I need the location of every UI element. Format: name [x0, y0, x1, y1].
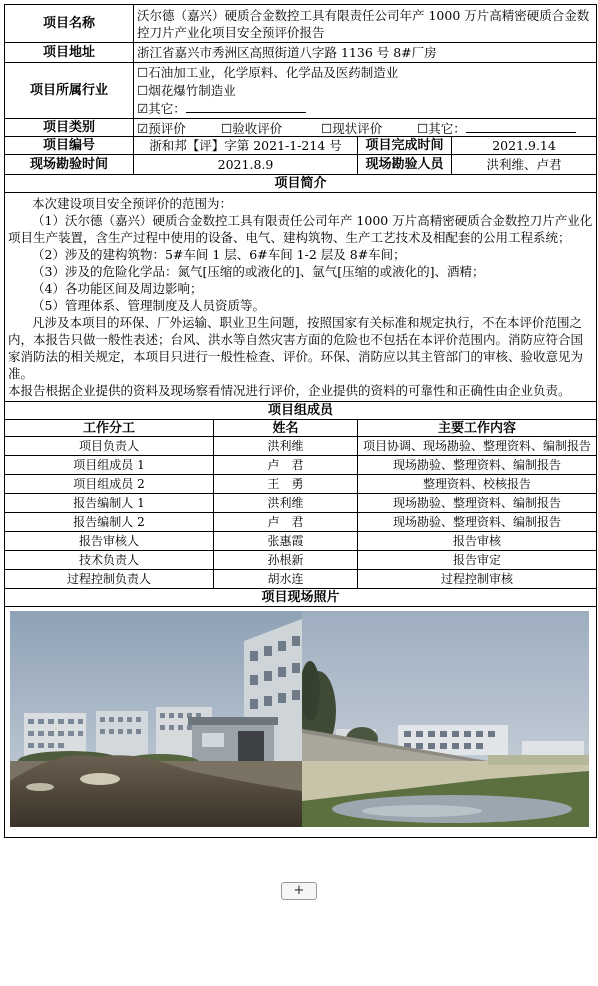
member-role: 报告审核人 [5, 532, 214, 551]
member-duty: 报告审核 [358, 532, 597, 551]
member-role: 项目组成员 2 [5, 475, 214, 494]
type-option-other: ☐其它： [417, 120, 466, 136]
site-photo-1-image [10, 611, 302, 827]
survey-time-label: 现场勘验时间 [5, 155, 134, 175]
intro-paragraph: （4）各功能区间及周边影响； [32, 281, 203, 296]
table-row [5, 513, 597, 532]
member-duty: 现场勘验、整理资料、编制报告 [358, 456, 597, 475]
project-address-value: 浙江省嘉兴市秀洲区高照街道八字路 1136 号 8#厂房 [134, 43, 597, 63]
project-address-label: 项目地址 [5, 43, 134, 63]
type-option-acceptance: ☐验收评价 [221, 120, 283, 136]
member-role: 项目组成员 1 [5, 456, 214, 475]
member-role: 报告编制人 2 [5, 513, 214, 532]
member-name: 卢 君 [214, 456, 358, 475]
member-duty: 过程控制审核 [358, 570, 597, 589]
table-row [5, 570, 597, 589]
project-type-label: 项目类别 [5, 119, 134, 137]
member-name: 卢 君 [214, 513, 358, 532]
site-photo-1 [10, 611, 302, 827]
industry-option-fireworks: ☐烟花爆竹制造业 [137, 82, 236, 98]
member-role: 技术负责人 [5, 551, 214, 570]
member-name: 洪利维 [214, 437, 358, 456]
member-name: 王 勇 [214, 475, 358, 494]
intro-paragraph: （2）涉及的建构筑物：5#车间 1 层、6#车间 1-2 层及 8#车间； [32, 247, 406, 262]
project-info-table [4, 4, 597, 838]
member-name: 胡水连 [214, 570, 358, 589]
intro-paragraph: 本报告根据企业提供的资料及现场察看情况进行评价，企业提供的资料的可靠性和正确性由企业负责。 [8, 383, 571, 398]
site-photo-2 [302, 611, 589, 827]
project-name-value: 沃尔德（嘉兴）硬质合金数控工具有限责任公司年产 1000 万片高精密硬质合金数控刀片产业化项目安全预评价报告 [134, 5, 597, 43]
project-name-label: 项目名称 [5, 5, 134, 43]
member-duty: 现场勘验、整理资料、编制报告 [358, 513, 597, 532]
intro-paragraph: 凡涉及本项目的环保、厂外运输、职业卫生问题，按照国家有关标准和规定执行，不在本评价范围之内，本报告只做一般性表述；台风、洪水等自然灾害方面的危险也不包括在本评价范围内。消防应符合国家消防法的相关规定，本项目只进行一般性检查、评价。环保、消防应以其主管部门的审核、验收意见为准。 [8, 315, 584, 381]
project-industry-options [134, 63, 597, 119]
intro-section-title: 项目简介 [5, 175, 597, 193]
industry-option-petrochem: ☐石油加工业，化学原料、化学品及医药制造业 [137, 64, 399, 80]
type-option-status: ☐现状评价 [321, 120, 383, 136]
table-row [5, 494, 597, 513]
table-row [5, 551, 597, 570]
project-number-label: 项目编号 [5, 137, 134, 155]
table-row [5, 437, 597, 456]
project-type-options [134, 119, 597, 137]
member-duty: 项目协调、现场勘验、整理资料、编制报告 [358, 437, 597, 456]
type-option-pre: ☑预评价 [137, 120, 186, 136]
members-header-role: 工作分工 [5, 420, 214, 437]
member-role: 过程控制负责人 [5, 570, 214, 589]
site-photos [5, 607, 597, 838]
intro-paragraph: （3）涉及的危险化学品：氮气[压缩的或液化的]、氩气[压缩的或液化的]、酒精； [32, 264, 485, 279]
member-duty: 整理资料、校核报告 [358, 475, 597, 494]
site-photo-2-image [302, 611, 589, 827]
members-header-duty: 主要工作内容 [358, 420, 597, 437]
survey-staff-label: 现场勘验人员 [358, 155, 452, 175]
complete-time-label: 项目完成时间 [358, 137, 452, 155]
member-duty: 报告审定 [358, 551, 597, 570]
members-header-name: 姓名 [214, 420, 358, 437]
industry-option-other: ☑其它： [137, 100, 593, 118]
member-name: 洪利维 [214, 494, 358, 513]
project-number-value: 浙和邦【评】字第 2021-1-214 号 [134, 137, 358, 155]
survey-staff-value: 洪利维、卢君 [452, 155, 597, 175]
intro-paragraph: （5）管理体系、管理制度及人员资质等。 [32, 298, 265, 313]
photos-section-title: 项目现场照片 [5, 589, 597, 607]
member-name: 孙根新 [214, 551, 358, 570]
table-row [5, 475, 597, 494]
complete-time-value: 2021.9.14 [452, 137, 597, 155]
project-industry-label: 项目所属行业 [5, 63, 134, 119]
survey-time-value: 2021.8.9 [134, 155, 358, 175]
intro-paragraph: 本次建设项目安全预评价的范围为： [32, 196, 233, 211]
members-section-title: 项目组成员 [5, 402, 597, 420]
intro-body [5, 193, 597, 402]
table-row [5, 532, 597, 551]
report-document [4, 4, 596, 838]
member-name: 张惠霞 [214, 532, 358, 551]
member-role: 报告编制人 1 [5, 494, 214, 513]
expand-button[interactable]: + [281, 882, 317, 900]
member-duty: 现场勘验、整理资料、编制报告 [358, 494, 597, 513]
table-row [5, 456, 597, 475]
member-role: 项目负责人 [5, 437, 214, 456]
intro-paragraph: （1）沃尔德（嘉兴）硬质合金数控工具有限责任公司年产 1000 万片高精密硬质合金数控刀片产业化项目生产装置，含生产过程中使用的设备、电气、建构筑物、生产工艺技术及相配套的公用工程系统； [8, 213, 593, 245]
